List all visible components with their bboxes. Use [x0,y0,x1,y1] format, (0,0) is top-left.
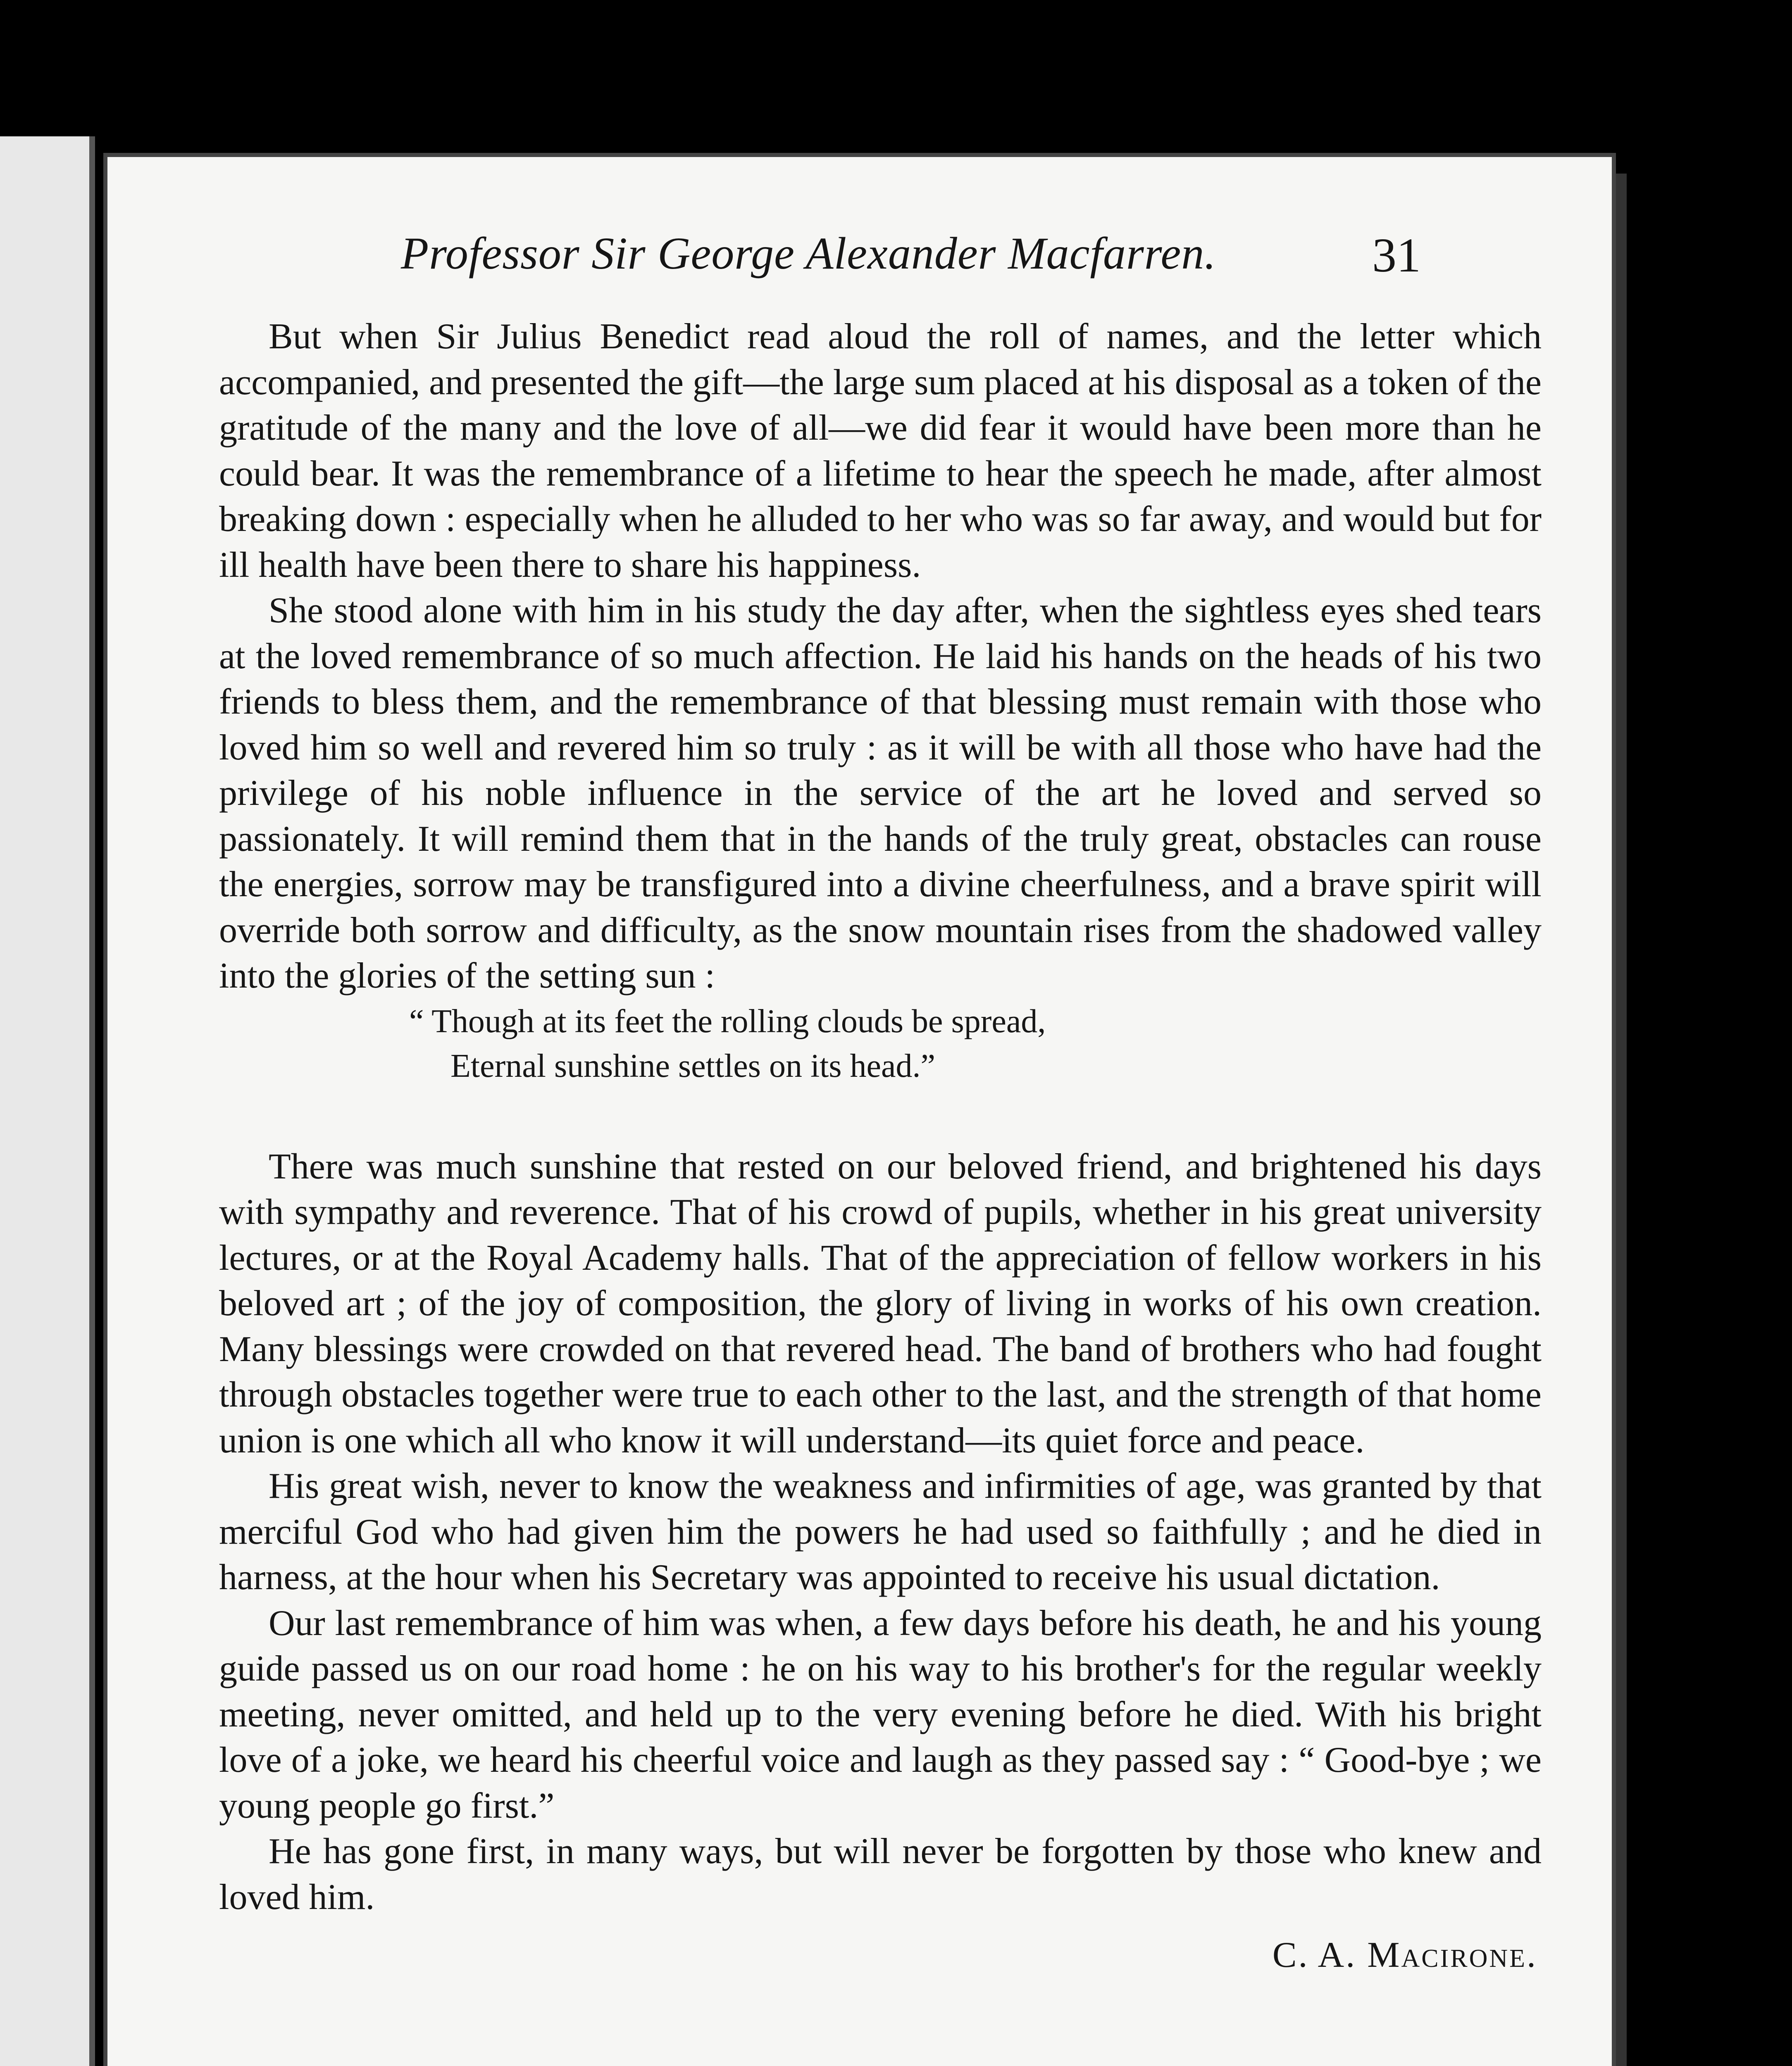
paragraph: His great wish, never to know the weakness and infirmities of age, was granted by that merciful God who had given him the powers he had used so faithfully ; and he died in harness, at the hour when his Secretary was appointed to receive his usual dictation. [219,1466,1542,1597]
paragraph: There was much sunshine that rested on our beloved friend, and brightened his days with sympathy and reverence. That of his crowd of pupils, whether in his great university lectures, or at the Royal Academy halls. That of the appreciation of fellow workers in his beloved art ; of the joy of composition, the glory of living in works of his own creation. Many blessings were crowded on that revered head. The band of brothers who had fought through obstacles together were true to each other to the last, and the strength of that home union is one which all who know it will understand—its quiet force and peace. [219,1146,1542,1461]
body-text [219,314,1542,1978]
paragraph: He has gone first, in many ways, but will never be forgotten by those who knew and loved him. [219,1831,1542,1917]
paragraph: Our last remembrance of him was when, a few days before his death, he and his young guide passed us on our road home : he on his way to his brother's for the regular weekly meeting, never omitted, and held up to the very evening before he died. With his bright love of a joke, we heard his cheerful voice and laugh as they passed say : “ Good-bye ; we young people go first.” [219,1603,1542,1826]
quote-line: “ Though at its feet the rolling clouds be spread, [409,1003,1046,1040]
running-header [107,227,1612,289]
adjacent-page-edge [0,136,95,2066]
author-signature: C. A. Macirone. [1272,1935,1537,1975]
page-number: 31 [1372,228,1421,282]
quote-line: Eternal sunshine settles on its head.” [450,1047,936,1084]
running-title: Professor Sir George Alexander Macfarren. [401,228,1216,278]
paragraph: But when Sir Julius Benedict read aloud the roll of names, and the letter which accompanied, and presented the gift—the large sum placed at his disposal as a token of the gratitude of the many and the love of all—we did fear it would have been more than he could bear. It was the remembrance of a lifetime to hear the speech he made, after almost breaking down : especially when he alluded to her who was so far away, and would but for ill health have been there to share his happiness. [219,317,1542,585]
paragraph: She stood alone with him in his study the day after, when the sightless eyes shed tears at the loved remembrance of so much affection. He laid his hands on the heads of his two friends to bless them, and the remembrance of that blessing must remain with those who loved him so well and revered him so truly : as it will be with all those who have had the privilege of his noble influence in the service of the art he loved and served so passionately. It will remind them that in the hands of the truly great, obstacles can rouse the energies, sorrow may be transfigured into a divine cheerfulness, and a brave spirit will override both sorrow and difficulty, as the snow mountain rises from the shadowed valley into the glories of the setting sun : [219,590,1542,996]
section-gap [219,1088,1542,1144]
page-shadow [1612,174,1627,2066]
book-page [107,157,1612,2066]
verse-quotation [219,999,1542,1088]
